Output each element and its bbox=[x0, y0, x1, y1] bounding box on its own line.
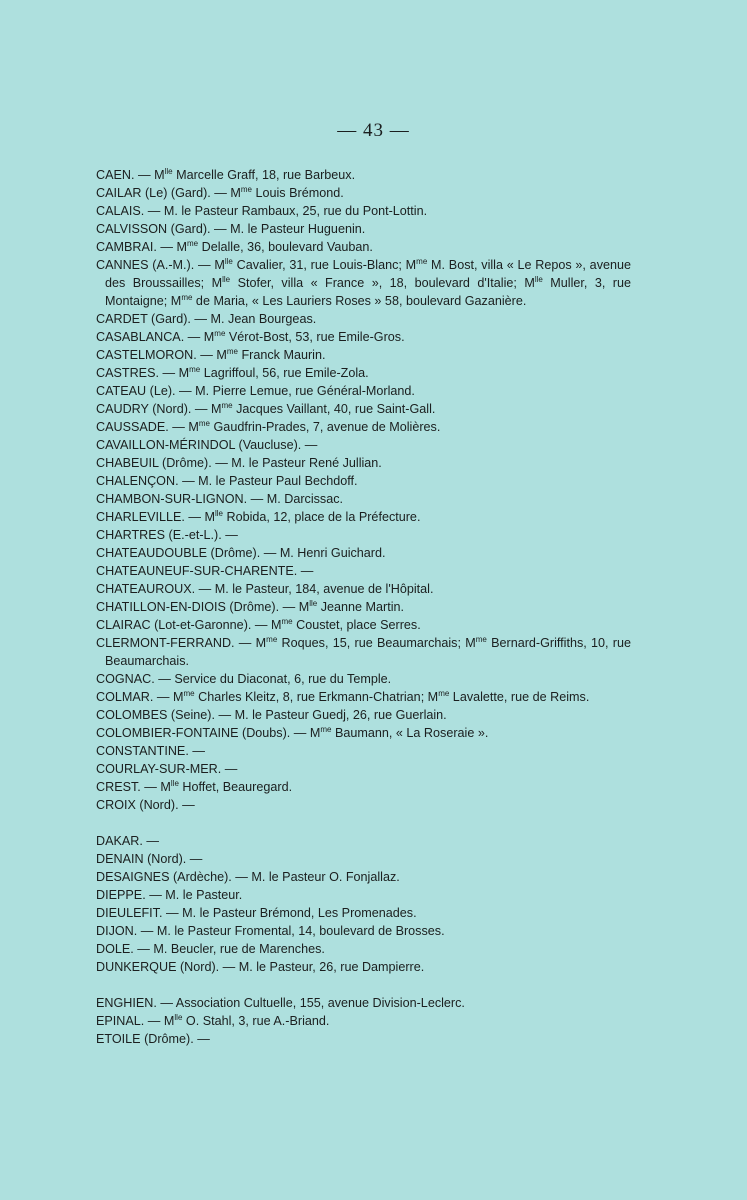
entry-place: CASABLANCA. bbox=[96, 330, 185, 344]
entry-place: CLERMONT-FERRAND. bbox=[96, 636, 235, 650]
directory-entry bbox=[96, 994, 631, 1012]
entry-text: Franck Maurin. bbox=[237, 348, 326, 362]
entry-text: M. le Pasteur Fromental, 14, boulevard de Brosses. bbox=[156, 924, 445, 938]
entry-text: M bbox=[298, 600, 310, 614]
entry-text: Stofer, villa « France », 18, boulevard d'Italie; M bbox=[230, 276, 535, 290]
entry-place: COLMAR. bbox=[96, 690, 154, 704]
directory-entry bbox=[96, 598, 631, 616]
entry-place: DAKAR. bbox=[96, 834, 143, 848]
entry-text: Marcelle Graff, 18, rue Barbeux. bbox=[172, 168, 356, 182]
directory-entry bbox=[96, 868, 631, 886]
entry-separator: — bbox=[154, 672, 175, 686]
entry-text: M. le Pasteur. bbox=[165, 888, 243, 902]
directory-entry bbox=[96, 364, 631, 382]
directory-entry bbox=[96, 526, 631, 544]
entry-text: M bbox=[211, 402, 222, 416]
entry-place: DOLE. bbox=[96, 942, 134, 956]
entry-text: M. Pierre Lemue, rue Général-Morland. bbox=[195, 384, 415, 398]
entry-place: DIEULEFIT. bbox=[96, 906, 163, 920]
entry-text: O. Stahl, 3, rue A.-Briand. bbox=[182, 1014, 330, 1028]
directory-entry bbox=[96, 436, 631, 454]
entry-place: CHATEAUROUX. bbox=[96, 582, 196, 596]
directory-entry bbox=[96, 832, 631, 850]
entry-text: M bbox=[154, 168, 165, 182]
entry-text: Louis Brémond. bbox=[252, 186, 344, 200]
entry-text: M bbox=[163, 1014, 175, 1028]
directory-entry bbox=[96, 706, 631, 724]
entry-place: CALVISSON (Gard). bbox=[96, 222, 211, 236]
entry-place: COGNAC. bbox=[96, 672, 155, 686]
entry-separator: — bbox=[196, 348, 217, 362]
entry-place: CHALENÇON. bbox=[96, 474, 179, 488]
entry-text: Muller, 3, rue Montaigne; M bbox=[105, 276, 632, 308]
entry-place: CHATILLON-EN-DIOIS (Drôme). bbox=[96, 600, 280, 614]
entry-separator: — bbox=[144, 204, 164, 218]
entry-place: CAEN. bbox=[96, 168, 135, 182]
directory-entry bbox=[96, 454, 631, 472]
entry-text: M. le Pasteur Paul Bechdoff. bbox=[198, 474, 358, 488]
entry-place: CATEAU (Le). bbox=[96, 384, 176, 398]
directory-entry bbox=[96, 256, 631, 310]
section-gap bbox=[96, 976, 631, 994]
entry-place: CANNES (A.-M.). bbox=[96, 258, 195, 272]
entry-place: CHARTRES (E.-et-L.). bbox=[96, 528, 222, 542]
entry-separator: — bbox=[279, 600, 299, 614]
entry-separator: — bbox=[214, 708, 235, 722]
directory-entry bbox=[96, 562, 631, 580]
entry-text: M bbox=[309, 726, 321, 740]
entry-text: Bernard-Griffiths, 10, rue Beaumarchais. bbox=[105, 636, 631, 668]
entry-separator: — bbox=[158, 366, 179, 380]
title-abbrev: me bbox=[221, 400, 233, 410]
entry-separator: — bbox=[175, 384, 196, 398]
directory-entry bbox=[96, 940, 631, 958]
entry-place: CLAIRAC (Lot-et-Garonne). bbox=[96, 618, 252, 632]
entry-place: CAILAR (Le) (Gard). bbox=[96, 186, 211, 200]
entry-text: Delalle, 36, boulevard Vauban. bbox=[198, 240, 373, 254]
directory-entry bbox=[96, 742, 631, 760]
directory-entry bbox=[96, 580, 631, 598]
title-abbrev: lle bbox=[224, 256, 233, 266]
entry-text: M bbox=[188, 420, 199, 434]
entry-separator: — bbox=[190, 312, 211, 326]
directory-entries bbox=[96, 166, 631, 1048]
title-abbrev: me bbox=[214, 328, 226, 338]
entry-place: ETOILE (Drôme). bbox=[96, 1032, 194, 1046]
entry-text: M. le Pasteur Rambaux, 25, rue du Pont-Lottin. bbox=[163, 204, 428, 218]
title-abbrev: me bbox=[438, 688, 450, 698]
entry-text: M. Bost, villa « Le Repos », avenue des Broussailles; M bbox=[105, 258, 632, 290]
directory-entry bbox=[96, 328, 631, 346]
entry-text: Roques, 15, rue Beaumarchais; M bbox=[277, 636, 476, 650]
entry-separator: — bbox=[290, 726, 310, 740]
directory-entry bbox=[96, 760, 631, 778]
entry-text: Coustet, place Serres. bbox=[292, 618, 421, 632]
directory-entry bbox=[96, 616, 631, 634]
entry-text: de Maria, « Les Lauriers Roses » 58, boulevard Gazanière. bbox=[192, 294, 527, 308]
title-abbrev: me bbox=[186, 238, 199, 248]
entry-separator: — bbox=[153, 690, 173, 704]
entry-text: M. le Pasteur Huguenin. bbox=[230, 222, 366, 236]
entry-text: M bbox=[172, 690, 184, 704]
entry-text: M. le Pasteur René Jullian. bbox=[231, 456, 382, 470]
directory-entry bbox=[96, 418, 631, 436]
entry-separator: — bbox=[221, 762, 238, 776]
title-abbrev: me bbox=[181, 292, 193, 302]
directory-entry bbox=[96, 346, 631, 364]
entry-separator: — bbox=[145, 888, 166, 902]
directory-entry bbox=[96, 184, 631, 202]
entry-text: M bbox=[230, 186, 241, 200]
entry-separator: — bbox=[178, 474, 199, 488]
entry-text: M bbox=[270, 618, 282, 632]
directory-entry bbox=[96, 670, 631, 688]
directory-entry bbox=[96, 508, 631, 526]
directory-entry bbox=[96, 850, 631, 868]
entry-separator: — bbox=[195, 582, 215, 596]
title-abbrev: lle bbox=[170, 778, 179, 788]
entry-separator: — bbox=[260, 546, 280, 560]
entry-separator: — bbox=[140, 780, 161, 794]
entry-text: M bbox=[214, 258, 225, 272]
entry-text: Association Cultuelle, 155, avenue Division-Leclerc. bbox=[175, 996, 465, 1010]
entry-separator: — bbox=[210, 222, 231, 236]
directory-entry bbox=[96, 688, 631, 706]
entry-place: DIJON. bbox=[96, 924, 138, 938]
entry-text: Jeanne Martin. bbox=[317, 600, 405, 614]
title-abbrev: me bbox=[475, 634, 487, 644]
directory-entry bbox=[96, 796, 631, 814]
entry-text: M. Beucler, rue de Marenches. bbox=[153, 942, 325, 956]
entry-separator: — bbox=[184, 510, 205, 524]
entry-separator: — bbox=[247, 492, 267, 506]
directory-entry bbox=[96, 1030, 631, 1048]
entry-text: M. le Pasteur, 26, rue Dampierre. bbox=[238, 960, 425, 974]
entry-place: DIEPPE. bbox=[96, 888, 146, 902]
entry-separator: — bbox=[194, 258, 215, 272]
entry-separator: — bbox=[178, 798, 195, 812]
title-abbrev: me bbox=[240, 184, 252, 194]
directory-entry bbox=[96, 886, 631, 904]
directory-entry bbox=[96, 778, 631, 796]
entry-place: CAVAILLON-MÉRINDOL (Vaucluse). bbox=[96, 438, 302, 452]
entry-text: M bbox=[216, 348, 227, 362]
title-abbrev: lle bbox=[222, 274, 231, 284]
entry-text: M. le Pasteur O. Fonjallaz. bbox=[251, 870, 400, 884]
entry-separator: — bbox=[184, 330, 204, 344]
title-abbrev: me bbox=[226, 346, 238, 356]
entry-separator: — bbox=[251, 618, 271, 632]
entry-text: Gaudfrin-Prades, 7, avenue de Molières. bbox=[210, 420, 441, 434]
entry-text: M bbox=[204, 510, 215, 524]
entry-text: M. le Pasteur Guedj, 26, rue Guerlain. bbox=[234, 708, 447, 722]
entry-text: M. le Pasteur, 184, avenue de l'Hôpital. bbox=[214, 582, 434, 596]
entry-text: M. Darcissac. bbox=[266, 492, 344, 506]
entry-separator: — bbox=[193, 1032, 210, 1046]
entry-place: CHAMBON-SUR-LIGNON. bbox=[96, 492, 248, 506]
directory-entry bbox=[96, 310, 631, 328]
directory-entry bbox=[96, 1012, 631, 1030]
directory-entry bbox=[96, 400, 631, 418]
entry-place: CREST. bbox=[96, 780, 141, 794]
entry-text: Charles Kleitz, 8, rue Erkmann-Chatrian; M bbox=[194, 690, 439, 704]
entry-place: DENAIN (Nord). bbox=[96, 852, 187, 866]
entry-text: Jacques Vaillant, 40, rue Saint-Gall. bbox=[232, 402, 436, 416]
entry-separator: — bbox=[137, 924, 157, 938]
directory-entry bbox=[96, 472, 631, 490]
entry-place: EPINAL. bbox=[96, 1014, 145, 1028]
entry-separator: — bbox=[234, 636, 256, 650]
entry-place: COLOMBIER-FONTAINE (Doubs). bbox=[96, 726, 291, 740]
entry-text: M bbox=[176, 240, 187, 254]
entry-separator: — bbox=[142, 834, 159, 848]
entry-text: M bbox=[160, 780, 171, 794]
entry-separator: — bbox=[168, 420, 189, 434]
title-abbrev: me bbox=[189, 364, 201, 374]
entry-place: CHABEUIL (Drôme). bbox=[96, 456, 212, 470]
title-abbrev: me bbox=[266, 634, 278, 644]
entry-text: Vérot-Bost, 53, rue Emile-Gros. bbox=[225, 330, 405, 344]
directory-entry bbox=[96, 922, 631, 940]
entry-separator: — bbox=[297, 564, 314, 578]
entry-separator: — bbox=[134, 168, 155, 182]
entry-place: CASTELMORON. bbox=[96, 348, 197, 362]
directory-entry bbox=[96, 382, 631, 400]
entry-place: CAMBRAI. bbox=[96, 240, 157, 254]
entry-place: CAUDRY (Nord). bbox=[96, 402, 192, 416]
entry-place: CASTRES. bbox=[96, 366, 159, 380]
entry-separator: — bbox=[186, 852, 203, 866]
directory-entry bbox=[96, 958, 631, 976]
entry-text: Baumann, « La Roseraie ». bbox=[331, 726, 489, 740]
entry-separator: — bbox=[221, 528, 238, 542]
title-abbrev: lle bbox=[174, 1012, 183, 1022]
entry-separator: — bbox=[156, 240, 177, 254]
entry-place: CARDET (Gard). bbox=[96, 312, 191, 326]
directory-entry bbox=[96, 724, 631, 742]
entry-separator: — bbox=[301, 438, 318, 452]
entry-place: CALAIS. bbox=[96, 204, 145, 218]
entry-text: Robida, 12, place de la Préfecture. bbox=[223, 510, 421, 524]
section-gap bbox=[96, 814, 631, 832]
entry-separator: — bbox=[211, 456, 232, 470]
entry-text: Lavalette, rue de Reims. bbox=[449, 690, 590, 704]
entry-place: COURLAY-SUR-MER. bbox=[96, 762, 222, 776]
entry-place: CHARLEVILLE. bbox=[96, 510, 185, 524]
title-abbrev: me bbox=[198, 418, 211, 428]
directory-entry bbox=[96, 166, 631, 184]
page-number: — 43 — bbox=[337, 120, 410, 141]
entry-place: CONSTANTINE. bbox=[96, 744, 189, 758]
entry-text: Hoffet, Beauregard. bbox=[178, 780, 293, 794]
entry-text: Lagriffoul, 56, rue Emile-Zola. bbox=[200, 366, 369, 380]
entry-text: Service du Diaconat, 6, rue du Temple. bbox=[174, 672, 392, 686]
entry-separator: — bbox=[188, 744, 205, 758]
directory-entry bbox=[96, 238, 631, 256]
directory-entry bbox=[96, 220, 631, 238]
entry-separator: — bbox=[156, 996, 176, 1010]
entry-place: CROIX (Nord). bbox=[96, 798, 179, 812]
title-abbrev: lle bbox=[164, 166, 173, 176]
directory-entry bbox=[96, 634, 631, 670]
entry-separator: — bbox=[133, 942, 154, 956]
entry-place: CAUSSADE. bbox=[96, 420, 169, 434]
entry-place: DESAIGNES (Ardèche). bbox=[96, 870, 232, 884]
entry-text: M. le Pasteur Brémond, Les Promenades. bbox=[182, 906, 417, 920]
title-abbrev: me bbox=[183, 688, 195, 698]
entry-text: M bbox=[178, 366, 190, 380]
entry-separator: — bbox=[231, 870, 252, 884]
entry-place: CHATEAUDOUBLE (Drôme). bbox=[96, 546, 261, 560]
entry-separator: — bbox=[162, 906, 183, 920]
title-abbrev: lle bbox=[309, 598, 318, 608]
entry-place: COLOMBES (Seine). bbox=[96, 708, 215, 722]
entry-place: DUNKERQUE (Nord). bbox=[96, 960, 220, 974]
directory-entry bbox=[96, 490, 631, 508]
entry-text: M bbox=[203, 330, 215, 344]
directory-entry bbox=[96, 544, 631, 562]
entry-separator: — bbox=[191, 402, 211, 416]
entry-text: M. Jean Bourgeas. bbox=[210, 312, 317, 326]
entry-place: ENGHIEN. bbox=[96, 996, 157, 1010]
entry-text: Cavalier, 31, rue Louis-Blanc; M bbox=[232, 258, 417, 272]
entry-place: CHATEAUNEUF-SUR-CHARENTE. bbox=[96, 564, 298, 578]
title-abbrev: me bbox=[416, 256, 428, 266]
title-abbrev: me bbox=[320, 724, 332, 734]
title-abbrev: me bbox=[281, 616, 293, 626]
entry-separator: — bbox=[210, 186, 231, 200]
title-abbrev: lle bbox=[534, 274, 543, 284]
title-abbrev: lle bbox=[215, 508, 224, 518]
directory-entry bbox=[96, 904, 631, 922]
directory-entry bbox=[96, 202, 631, 220]
entry-separator: — bbox=[144, 1014, 164, 1028]
entry-text: M bbox=[255, 636, 267, 650]
entry-text: M. Henri Guichard. bbox=[279, 546, 386, 560]
entry-separator: — bbox=[219, 960, 239, 974]
